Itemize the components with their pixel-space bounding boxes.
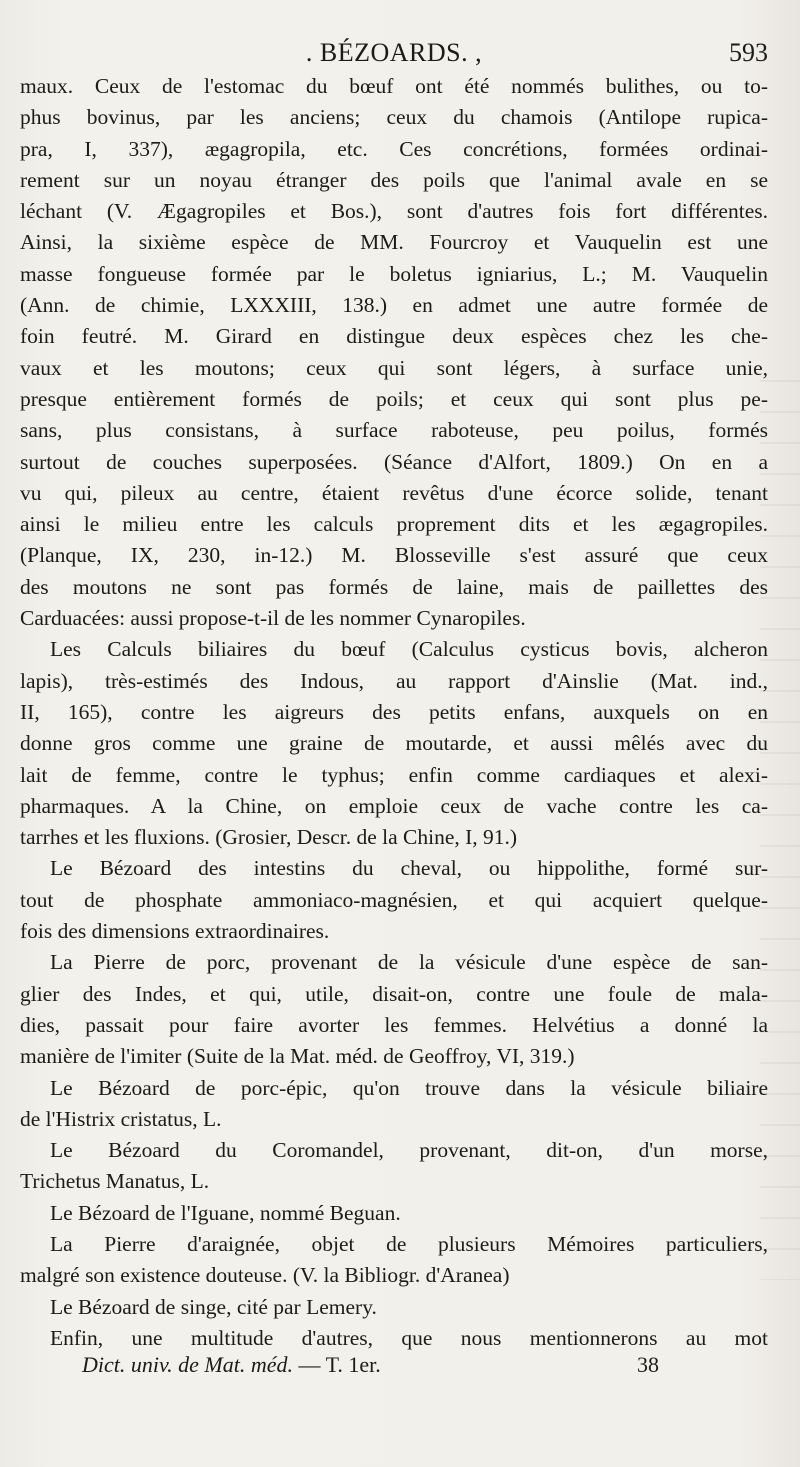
text-line: léchant (V. Ægagropiles et Bos.), sont d'autres fois fort différentes.	[20, 199, 768, 224]
text-line: phus bovinus, par les anciens; ceux du chamois (Antilope rupica-	[20, 105, 768, 130]
text-line: (Ann. de chimie, LXXXIII, 138.) en admet une autre formée de	[20, 293, 768, 318]
text-line: Carduacées: aussi propose-t-il de les nommer Cynaropiles.	[20, 606, 526, 631]
text-line: Le Bézoard du Coromandel, provenant, dit-on, d'un morse,	[50, 1138, 768, 1163]
signature-line	[82, 1352, 682, 1386]
text-line: Le Bézoard de porc-épic, qu'on trouve dans la vésicule biliaire	[50, 1075, 768, 1100]
text-line: malgré son existence douteuse. (V. la Bibliogr. d'Aranea)	[20, 1263, 510, 1288]
signature-title: Dict. univ. de Mat. méd.	[82, 1352, 293, 1377]
text-line: tout de phosphate ammoniaco-magnésien, et qui acquiert quelque-	[20, 887, 768, 912]
text-line: Les Calculs biliaires du bœuf (Calculus cysticus bovis, alcheron	[50, 637, 768, 662]
text-line: maux. Ceux de l'estomac du bœuf ont été nommés bulithes, ou to-	[20, 74, 768, 98]
text-line: Enfin, une multitude d'autres, que nous mentionnerons au mot	[50, 1325, 768, 1350]
running-header	[20, 34, 768, 74]
text-line: sans, plus consistans, à surface raboteuse, peu poilus, formés	[20, 418, 768, 443]
text-line: La Pierre de porc, provenant de la vésicule d'une espèce de san-	[50, 950, 768, 975]
text-line: pharmaques. A la Chine, on emploie ceux de vache contre les ca-	[20, 793, 768, 818]
text-line: La Pierre d'araignée, objet de plusieurs Mémoires particuliers,	[50, 1231, 768, 1256]
text-line: de l'Histrix cristatus, L.	[20, 1106, 222, 1131]
text-line: fois des dimensions extraordinaires.	[20, 919, 330, 944]
text-line: vu qui, pileux au centre, étaient revêtus d'une écorce solide, tenant	[20, 480, 768, 505]
text-line: donne gros comme une graine de moutarde, et aussi mêlés avec du	[20, 731, 768, 756]
text-line: lait de femme, contre le typhus; enfin comme cardiaques et alexi-	[20, 762, 768, 787]
text-line: des moutons ne sont pas formés de laine, mais de paillettes des	[20, 574, 768, 599]
sheet-number: 38	[637, 1352, 659, 1377]
text-line: pra, I, 337), ægagropila, etc. Ces concrétions, formées ordinai-	[20, 136, 768, 161]
text-line: masse fongueuse formée par le boletus igniarius, L.; M. Vauquelin	[20, 261, 768, 286]
text-line: foin feutré. M. Girard en distingue deux espèces chez les che-	[20, 324, 768, 349]
text-line: dies, passait pour faire avorter les femmes. Helvétius a donné la	[20, 1012, 768, 1037]
signature-mark	[82, 1352, 381, 1378]
text-line: glier des Indes, et qui, utile, disait-on, contre une foule de mala-	[20, 981, 768, 1006]
text-line: manière de l'imiter (Suite de la Mat. méd. de Geoffroy, VI, 319.)	[20, 1044, 575, 1069]
text-line: vaux et les moutons; ceux qui sont légers, à surface unie,	[20, 355, 768, 380]
text-line: Le Bézoard de l'Iguane, nommé Beguan.	[50, 1200, 401, 1225]
text-line: Le Bézoard de singe, cité par Lemery.	[50, 1294, 377, 1319]
running-title: . BÉZOARDS. ,	[305, 38, 483, 67]
text-line: (Planque, IX, 230, in-12.) M. Blosseville s'est assuré que ceux	[20, 543, 768, 568]
volume-label: — T. 1er.	[298, 1352, 381, 1377]
text-line: ainsi le milieu entre les calculs proprement dits et les ægagropiles.	[20, 512, 768, 537]
page-number: 593	[729, 38, 768, 67]
body-text	[20, 71, 768, 1354]
text-line: surtout de couches superposées. (Séance d'Alfort, 1809.) On en a	[20, 449, 768, 474]
text-line: II, 165), contre les aigreurs des petits enfans, auxquels on en	[20, 699, 768, 724]
text-line: Trichetus Manatus, L.	[20, 1169, 210, 1194]
text-line: presque entièrement formés de poils; et ceux qui sont plus pe-	[20, 386, 768, 411]
text-line: lapis), très-estimés des Indous, au rapport d'Ainslie (Mat. ind.,	[20, 668, 768, 693]
text-line: rement sur un noyau étranger des poils que l'animal avale en se	[20, 167, 768, 192]
text-line: Le Bézoard des intestins du cheval, ou hippolithe, formé sur-	[50, 856, 768, 881]
text-line: tarrhes et les fluxions. (Grosier, Descr. de la Chine, I, 91.)	[20, 825, 518, 850]
text-line: Ainsi, la sixième espèce de MM. Fourcroy et Vauquelin est une	[20, 230, 768, 255]
